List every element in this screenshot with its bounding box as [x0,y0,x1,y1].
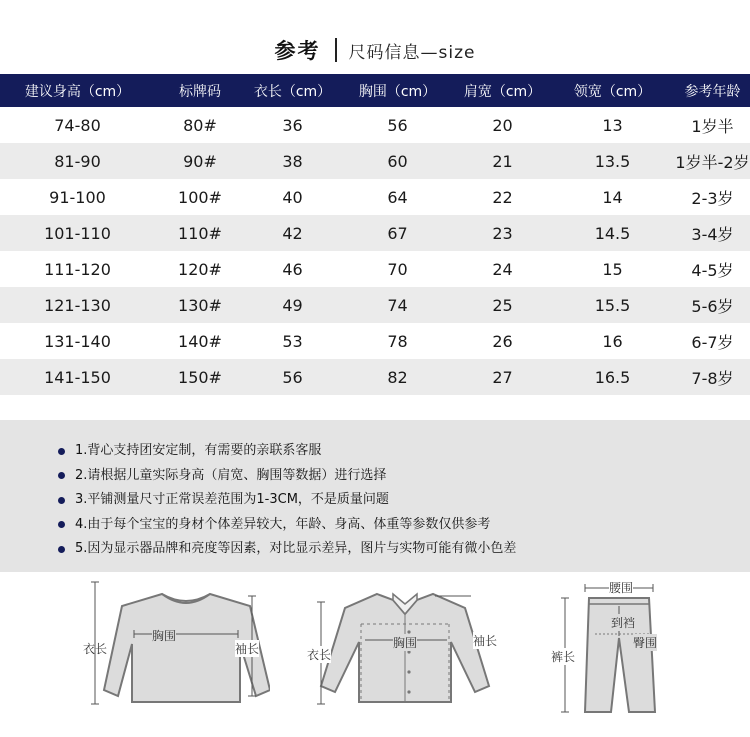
cell: 49 [245,287,340,323]
header-height: 建议身高（cm） [0,74,155,107]
cell: 27 [455,359,550,395]
cell: 121-130 [0,287,155,323]
table-row [0,323,750,359]
cell: 74-80 [54,115,101,135]
cell: 53 [282,331,303,351]
cell: 13.5 [550,143,675,179]
table-row [0,287,750,323]
page-title [0,30,750,70]
header-chest: 胸围（cm） [340,74,455,107]
cell: 130# [155,287,245,323]
note-text: 4.由于每个宝宝的身材个体差异较大，年龄、身高、体重等参数仅供参考 [75,516,491,532]
cell: 131-140 [44,331,111,351]
cell: 80# [183,115,217,135]
cell: 24 [492,259,513,279]
bullet-icon [58,497,65,504]
table-header-row [0,74,750,107]
cell: 46 [282,259,303,279]
cell: 78 [387,331,408,351]
cell: 101-110 [0,215,155,251]
cell: 56 [387,115,408,135]
title-main: 参考 [274,39,321,63]
tshirt-sleeve-label: 袖长 [235,642,260,656]
header-age: 参考年龄 [675,74,750,107]
cell: 74 [340,287,455,323]
note-text: 2.请根据儿童实际身高（肩宽、胸围等数据）进行选择 [75,467,387,483]
table-row [0,179,750,215]
table-row [0,215,750,251]
pants-length-label: 裤长 [551,650,576,664]
notes-panel [0,420,750,572]
table-row [0,359,750,395]
cell: 2-3岁 [691,188,734,208]
cell: 42 [245,215,340,251]
shirt-diagram [305,572,505,737]
cell: 16 [602,331,623,351]
header-collar: 领宽（cm） [550,74,675,107]
cell: 67 [340,215,455,251]
cell: 64 [387,187,408,207]
note-item [58,439,750,464]
cell: 20 [492,115,513,135]
shirt-chest-label: 胸围 [393,636,418,650]
table-row [0,143,750,179]
cell: 90# [155,143,245,179]
cell: 6-7岁 [691,332,734,352]
note-item [58,464,750,489]
note-item [58,488,750,513]
cell: 40 [282,187,303,207]
bullet-icon [58,546,65,553]
cell: 82 [340,359,455,395]
pants-waist-label: 腰围 [609,581,634,595]
note-item [58,537,750,562]
bullet-icon [58,448,65,455]
title-divider [335,38,337,62]
pants-crotch-label: 到裆 [611,616,636,630]
size-table [0,74,750,395]
shirt-length-label: 衣长 [307,648,332,662]
measurement-diagrams [0,572,750,737]
cell: 26 [492,331,513,351]
cell: 4-5岁 [691,260,734,280]
header-shoulder: 肩宽（cm） [455,74,550,107]
cell: 141-150 [0,359,155,395]
note-item [58,513,750,538]
cell: 110# [155,215,245,251]
table-row [0,251,750,287]
shirt-outline-icon [305,572,505,737]
cell: 14.5 [550,215,675,251]
pants-hip-label: 臀围 [633,636,658,650]
shirt-sleeve-label: 袖长 [473,634,498,648]
cell: 150# [155,359,245,395]
bullet-icon [58,472,65,479]
cell: 22 [492,187,513,207]
cell: 16.5 [550,359,675,395]
bullet-icon [58,521,65,528]
cell: 3-4岁 [675,215,750,251]
cell: 100# [178,187,222,207]
cell: 91-100 [49,187,106,207]
note-text: 3.平铺测量尺寸正常误差范围为1-3CM，不是质量问题 [75,492,389,508]
cell: 13 [602,115,623,135]
table-row [0,107,750,143]
tshirt-diagram [80,572,270,737]
cell: 21 [455,143,550,179]
pants-diagram [545,572,675,737]
cell: 56 [245,359,340,395]
cell: 60 [340,143,455,179]
cell: 7-8岁 [675,359,750,395]
cell: 23 [455,215,550,251]
cell: 1岁半-2岁 [675,143,750,179]
cell: 111-120 [44,259,111,279]
cell: 70 [387,259,408,279]
header-tag-size: 标牌码 [155,74,245,107]
cell: 38 [245,143,340,179]
tshirt-chest-label: 胸围 [152,629,177,643]
cell: 140# [178,331,222,351]
title-sub: 尺码信息—size [348,42,476,63]
header-length: 衣长（cm） [245,74,340,107]
cell: 120# [178,259,222,279]
cell: 36 [282,115,303,135]
tshirt-length-label: 衣长 [83,642,108,656]
cell: 25 [455,287,550,323]
notes-list [0,420,750,562]
cell: 15.5 [550,287,675,323]
cell: 15 [602,259,623,279]
note-text: 1.背心支持团安定制，有需要的亲联系客服 [75,443,322,459]
cell: 81-90 [0,143,155,179]
cell: 14 [602,187,623,207]
cell: 5-6岁 [675,287,750,323]
cell: 1岁半 [691,116,734,136]
note-text: 5.因为显示器品牌和亮度等因素，对比显示差异，图片与实物可能有微小色差 [75,541,517,557]
